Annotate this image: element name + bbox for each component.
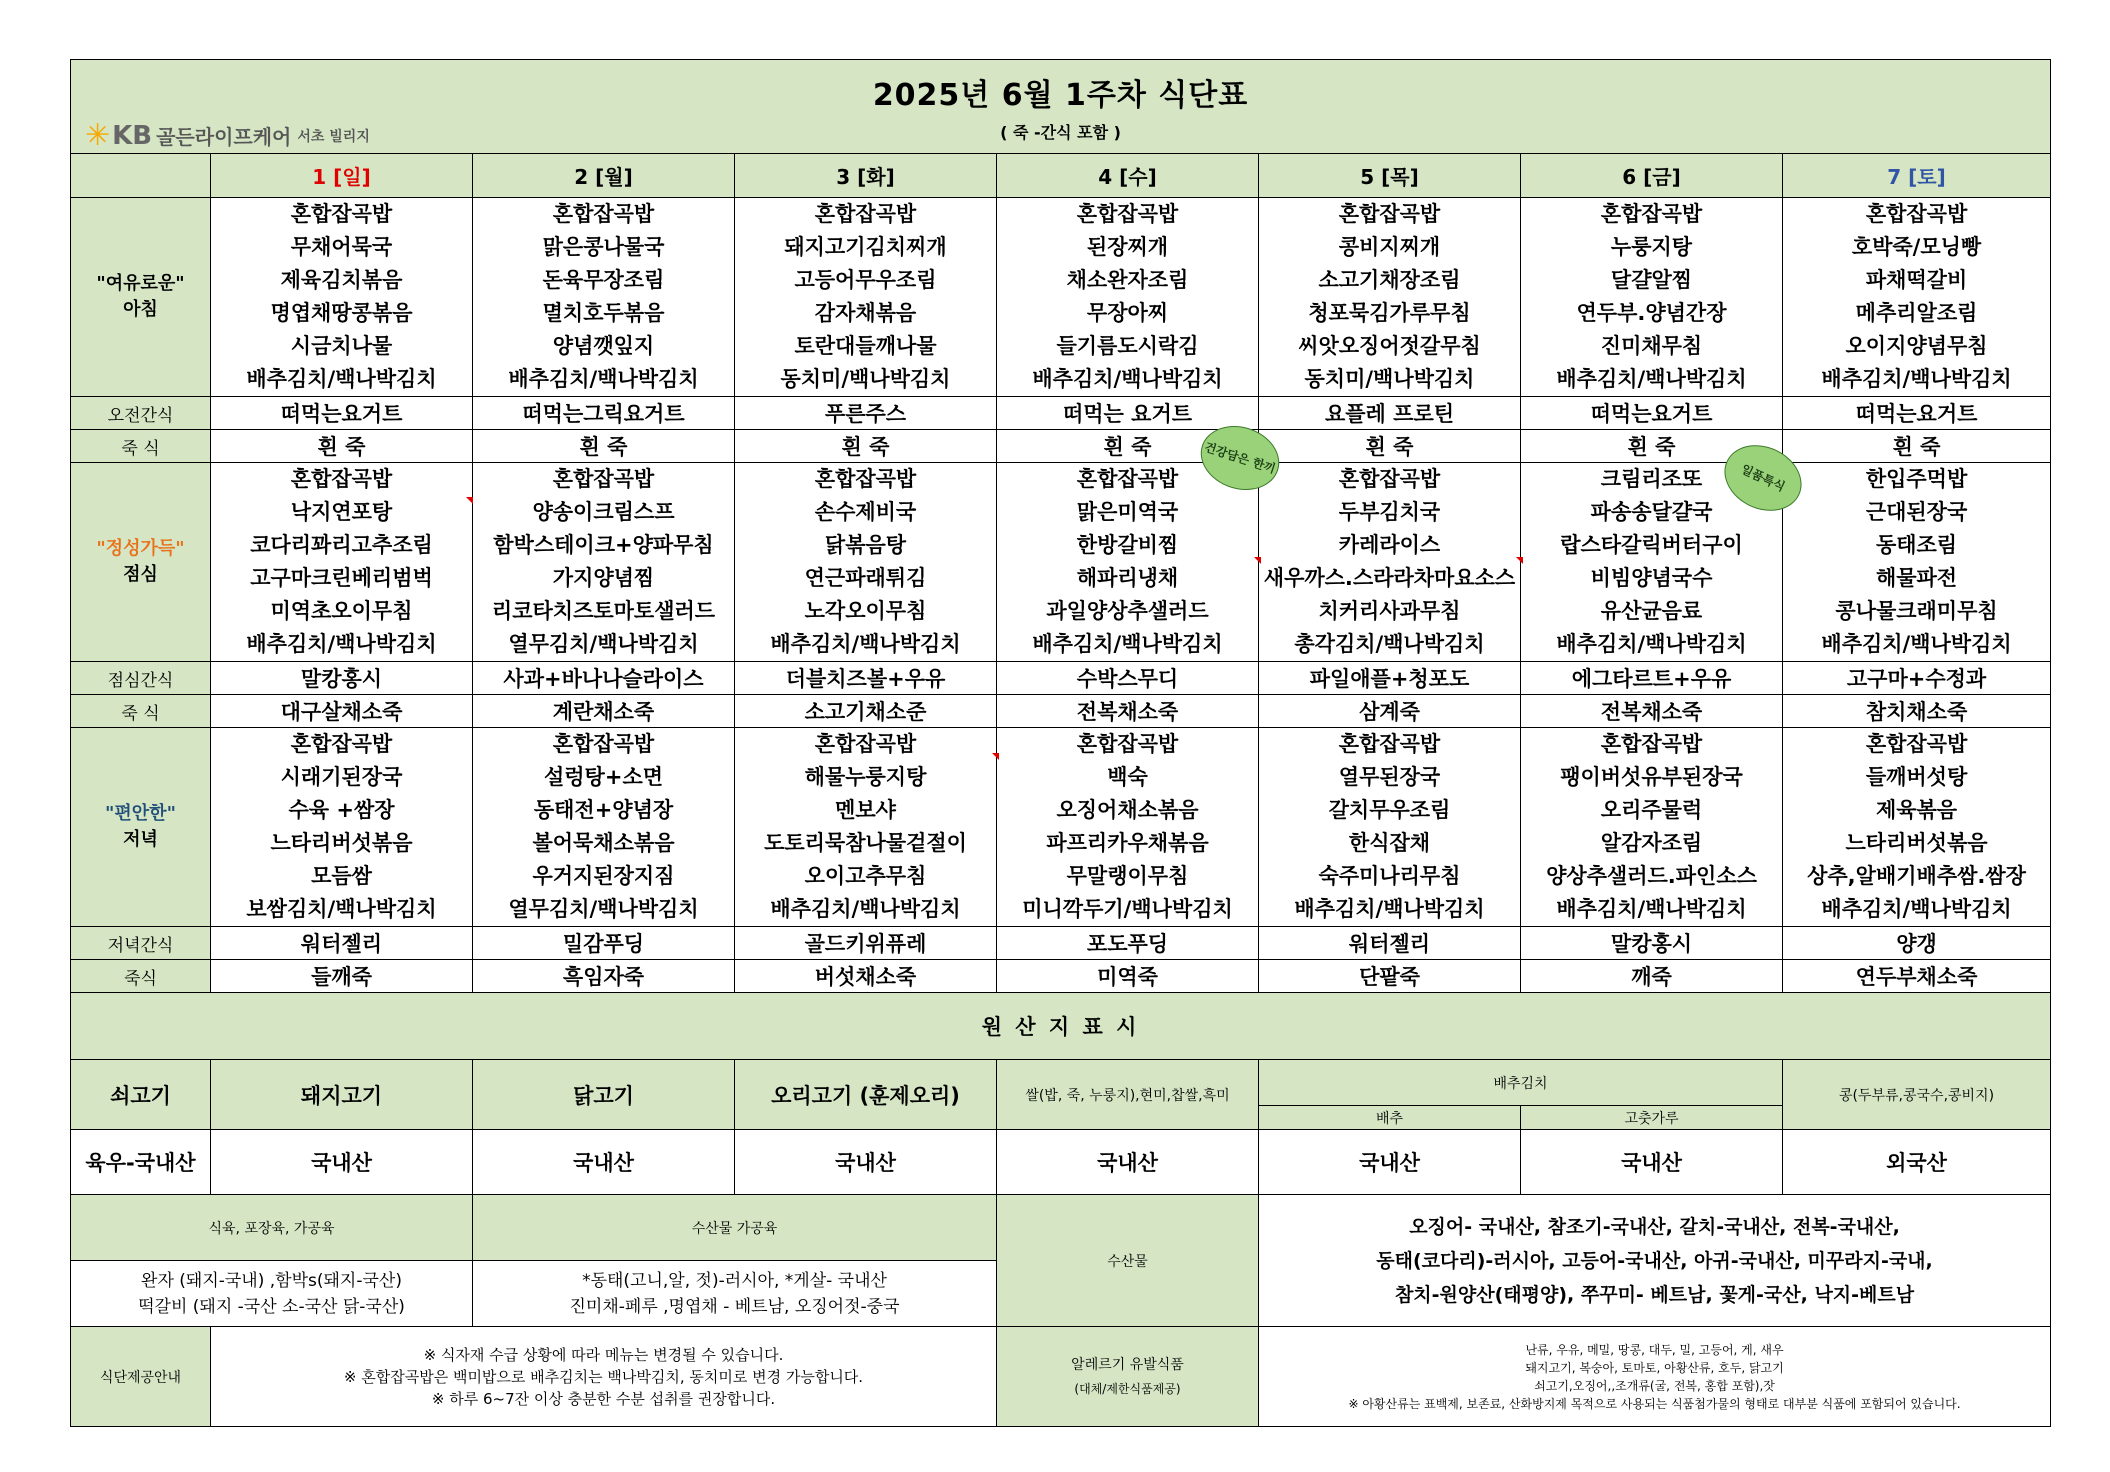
menu-item: 양송이크림스프 xyxy=(532,500,675,524)
comment-marker xyxy=(466,497,473,504)
snack-item: 고구마+수정과 xyxy=(1783,662,2051,695)
menu-item: 배추김치/백나박김치 xyxy=(770,632,961,656)
menu-item: 숙주미나리무침 xyxy=(1318,864,1461,888)
menu-item: 과일양상추샐러드 xyxy=(1046,599,1209,623)
porridge-item: 삼계죽 xyxy=(1259,695,1521,728)
origin-items-row xyxy=(71,1060,2051,1106)
menu-item: 리코타치즈토마토샐러드 xyxy=(491,599,716,623)
dinner-quote: "편안한" xyxy=(105,803,176,824)
menu-item: 닭볶음탕 xyxy=(824,533,907,557)
snack-item: 밀감푸딩 xyxy=(473,927,735,960)
menu-item: 혼합잡곡밥 xyxy=(814,732,917,756)
porridge-item: 들깨죽 xyxy=(211,960,473,993)
menu-item: 혼합잡곡밥 xyxy=(290,732,393,756)
snack-item: 말캉홍시 xyxy=(211,662,473,695)
allergy-sub: (대체/제한식품제공) xyxy=(1074,1381,1181,1396)
seafood-line: 참치-원양산(태평양), 쭈꾸미- 베트남, 꽃게-국산, 낙지-베트남 xyxy=(1394,1283,1915,1306)
menu-item: 양상추샐러드.파인소스 xyxy=(1546,864,1757,888)
dinner-menu xyxy=(211,728,473,927)
menu-item: 메추리알조림 xyxy=(1855,301,1978,325)
menu-item: 멘보샤 xyxy=(835,798,896,822)
menu-item: 팽이버섯유부된장국 xyxy=(1560,765,1743,789)
porridge-item: 흰 죽 xyxy=(997,430,1259,463)
origin-value: 국내산 xyxy=(735,1130,997,1195)
menu-item: 해물누룽지탕 xyxy=(804,765,927,789)
day-header: 3 [화] xyxy=(735,154,997,198)
lunch-quote: "정성가득" xyxy=(96,538,185,559)
porridge-item: 대구살채소죽 xyxy=(211,695,473,728)
title-cell xyxy=(71,60,2051,154)
menu-item: 혼합잡곡밥 xyxy=(814,202,917,226)
notice-line: ※ 혼합잡곡밥은 백미밥으로 배추김치는 백나박김치, 동치미로 변경 가능합니다. xyxy=(343,1367,864,1386)
menu-item: 혼합잡곡밥 xyxy=(1865,202,1968,226)
menu-item: 혼합잡곡밥 xyxy=(290,467,393,491)
notice-line: ※ 하루 6~7잔 이상 충분한 수분 섭취를 권장합니다. xyxy=(431,1389,776,1408)
menu-item: 채소완자조림 xyxy=(1066,268,1189,292)
dinner-menu xyxy=(1783,728,2051,927)
logo-name: 골든라이프케어 xyxy=(156,125,292,149)
menu-item: 호박죽/모닝빵 xyxy=(1851,235,1982,259)
origin-cabbage: 배추 xyxy=(1259,1106,1521,1130)
menu-item: 한방갈비찜 xyxy=(1076,533,1179,557)
menu-item: 양념깻잎지 xyxy=(552,334,655,358)
lunch-menu xyxy=(997,463,1259,662)
menu-item: 맑은콩나물국 xyxy=(542,235,665,259)
snack-item: 사과+바나나슬라이스 xyxy=(473,662,735,695)
menu-item: 혼합잡곡밥 xyxy=(1600,202,1703,226)
menu-item: 오리주물럭 xyxy=(1600,798,1703,822)
breakfast-menu xyxy=(735,198,997,397)
menu-item: 유산균음료 xyxy=(1600,599,1703,623)
menu-item: 혼합잡곡밥 xyxy=(1076,732,1179,756)
menu-item: 한입주먹밥 xyxy=(1865,467,1968,491)
menu-item: 갈치무우조림 xyxy=(1328,798,1451,822)
menu-item: 된장찌개 xyxy=(1086,235,1169,259)
menu-item: 두부김치국 xyxy=(1338,500,1441,524)
allergy-line: 돼지고기, 복숭아, 토마토, 아황산류, 호두, 닭고기 xyxy=(1525,1360,1784,1375)
origin-value: 국내산 xyxy=(997,1130,1259,1195)
seafood-origins xyxy=(1259,1195,2051,1327)
day-header: 6 [금] xyxy=(1521,154,1783,198)
menu-item: 랍스타갈릭버터구이 xyxy=(1560,533,1743,557)
porridge-item: 깨죽 xyxy=(1521,960,1783,993)
menu-item: 혼합잡곡밥 xyxy=(1865,732,1968,756)
menu-table xyxy=(70,59,2051,1427)
snack-item: 떠먹는요거트 xyxy=(211,397,473,430)
menu-item: 고구마크린베리범벅 xyxy=(250,566,433,590)
menu-item: 돈육무장조림 xyxy=(542,268,665,292)
day-header: 1 [일] xyxy=(211,154,473,198)
menu-item: 배추김치/백나박김치 xyxy=(1821,367,2012,391)
origin-kimchi: 배추김치 xyxy=(1259,1060,1783,1106)
origin-rice: 쌀(밥, 죽, 누룽지),현미,찹쌀,흑미 xyxy=(997,1060,1259,1130)
dinner-menu xyxy=(1259,728,1521,927)
snack-item: 떠먹는 요거트 xyxy=(997,397,1259,430)
menu-item: 진미채무침 xyxy=(1600,334,1703,358)
lunch-menu xyxy=(1783,463,2051,662)
corner-cell xyxy=(71,154,211,198)
menu-item: 오징어채소볶음 xyxy=(1056,798,1199,822)
menu-item: 혼합잡곡밥 xyxy=(1338,732,1441,756)
menu-item: 노각오이무침 xyxy=(804,599,927,623)
menu-item: 모듬쌈 xyxy=(311,864,372,888)
dinner-menu xyxy=(473,728,735,927)
dinner-snack-row xyxy=(71,927,2051,960)
menu-item: 연두부.양념간장 xyxy=(1576,301,1727,325)
processed-sea-line: 진미채-페루 ,명엽채 - 베트남, 오징어젓-중국 xyxy=(569,1296,900,1317)
seafood-label: 수산물 xyxy=(997,1195,1259,1327)
menu-item: 혼합잡곡밥 xyxy=(552,202,655,226)
menu-item: 카레라이스 xyxy=(1338,533,1441,557)
menu-item: 새우까스.스라라차마요소스 xyxy=(1263,566,1516,590)
day-header: 4 [수] xyxy=(997,154,1259,198)
menu-item: 배추김치/백나박김치 xyxy=(1556,897,1747,921)
porridge-item: 흑임자죽 xyxy=(473,960,735,993)
breakfast-menu xyxy=(997,198,1259,397)
lunch-menu xyxy=(1259,463,1521,662)
breakfast-menu xyxy=(1259,198,1521,397)
menu-item: 근대된장국 xyxy=(1865,500,1968,524)
menu-item: 무채어묵국 xyxy=(290,235,393,259)
breakfast-meal: 아침 xyxy=(123,299,158,320)
porridge-row xyxy=(71,695,2051,728)
origin-beef: 쇠고기 xyxy=(71,1060,211,1130)
origin-value: 국내산 xyxy=(211,1130,473,1195)
menu-item: 배추김치/백나박김치 xyxy=(770,897,961,921)
notice-row xyxy=(71,1327,2051,1427)
am-snack-row xyxy=(71,397,2051,430)
origin-value: 국내산 xyxy=(1521,1130,1783,1195)
snack-item: 골드키위퓨레 xyxy=(735,927,997,960)
porridge-item: 흰 죽 xyxy=(1259,430,1521,463)
menu-item: 연근파래튀김 xyxy=(804,566,927,590)
menu-item: 배추김치/백나박김치 xyxy=(1821,632,2012,656)
menu-item: 들깨버섯탕 xyxy=(1865,765,1968,789)
menu-item: 무말랭이무침 xyxy=(1066,864,1189,888)
menu-item: 혼합잡곡밥 xyxy=(1076,467,1179,491)
dinner-menu xyxy=(1521,728,1783,927)
processed-meat-label: 식육, 포장육, 가공육 xyxy=(71,1195,473,1261)
menu-item: 혼합잡곡밥 xyxy=(552,732,655,756)
menu-item: 수육 +쌈장 xyxy=(288,798,395,822)
menu-item: 시래기된장국 xyxy=(280,765,403,789)
origin-value: 국내산 xyxy=(473,1130,735,1195)
menu-item: 동태전+양념장 xyxy=(533,798,674,822)
origin-header: 원 산 지 표 시 xyxy=(71,993,2051,1060)
menu-item: 함박스테이크+양파무침 xyxy=(493,533,714,557)
lunch-menu xyxy=(735,463,997,662)
menu-item: 해파리냉채 xyxy=(1076,566,1179,590)
logo-branch: 서초 빌리지 xyxy=(297,128,370,145)
lunch-menu xyxy=(211,463,473,662)
menu-item: 콩나물크래미무침 xyxy=(1835,599,1998,623)
menu-item: 혼합잡곡밥 xyxy=(1076,202,1179,226)
menu-item: 보쌈김치/백나박김치 xyxy=(246,897,437,921)
page-subtitle: ( 죽 -간식 포함 ) xyxy=(1000,123,1121,142)
porridge-item: 참치채소죽 xyxy=(1783,695,2051,728)
day-header-row xyxy=(71,154,2051,198)
menu-item: 낙지연포탕 xyxy=(290,500,393,524)
menu-item: 느타리버섯볶음 xyxy=(270,831,413,855)
am-snack-label: 오전간식 xyxy=(71,397,211,430)
seafood-line: 동태(코다리)-러시아, 고등어-국내산, 아귀-국내산, 미꾸라지-국내, xyxy=(1376,1249,1933,1272)
menu-item: 열무김치/백나박김치 xyxy=(508,897,699,921)
snack-item: 말캉홍시 xyxy=(1521,927,1783,960)
menu-item: 혼합잡곡밥 xyxy=(290,202,393,226)
processed-sea-values xyxy=(473,1261,997,1327)
page-title: 2025년 6월 1주차 식단표 xyxy=(872,78,1249,113)
breakfast-menu xyxy=(473,198,735,397)
origin-value: 육우-국내산 xyxy=(71,1130,211,1195)
menu-item: 콩비지찌개 xyxy=(1338,235,1441,259)
menu-item: 치커리사과무침 xyxy=(1318,599,1461,623)
menu-item: 시금치나물 xyxy=(290,334,393,358)
menu-item: 볼어묵채소볶음 xyxy=(532,831,675,855)
origin-bean: 콩(두부류,콩국수,콩비지) xyxy=(1783,1060,2051,1130)
menu-item: 달걀알찜 xyxy=(1610,268,1693,292)
menu-item: 파채떡갈비 xyxy=(1865,268,1968,292)
menu-item: 총각김치/백나박김치 xyxy=(1294,632,1485,656)
menu-item: 배추김치/백나박김치 xyxy=(1556,632,1747,656)
origin-duck: 오리고기 (훈제오리) xyxy=(735,1060,997,1130)
allergy-line: ※ 아황산류는 표백제, 보존료, 산화방지제 목적으로 사용되는 식품첨가물의 형태로 대부분 식품에 포함되어 있습니다. xyxy=(1348,1396,1961,1411)
menu-item: 설렁탕+소면 xyxy=(543,765,664,789)
menu-item: 돼지고기김치찌개 xyxy=(784,235,947,259)
porridge-item: 버섯채소죽 xyxy=(735,960,997,993)
porridge-row xyxy=(71,960,2051,993)
porridge-item: 전복채소죽 xyxy=(1521,695,1783,728)
porridge-label: 죽 식 xyxy=(71,430,211,463)
dinner-meal: 저녁 xyxy=(123,829,158,850)
menu-item: 열무된장국 xyxy=(1338,765,1441,789)
processed-sea-line: *동태(고니,알, 젓)-러시아, *게살- 국내산 xyxy=(582,1270,887,1291)
origin-value: 외국산 xyxy=(1783,1130,2051,1195)
special-meal-badge: 일품특식 xyxy=(1714,433,1813,523)
menu-item: 배추김치/백나박김치 xyxy=(1032,367,1223,391)
porridge-item: 흰 죽 xyxy=(1521,430,1783,463)
logo xyxy=(85,118,370,153)
comment-marker xyxy=(1254,557,1261,564)
menu-item: 배추김치/백나박김치 xyxy=(246,367,437,391)
menu-item: 도토리묵참나물겉절이 xyxy=(764,831,967,855)
menu-item: 동치미/백나박김치 xyxy=(1304,367,1475,391)
menu-item: 미니깍두기/백나박김치 xyxy=(1022,897,1233,921)
processed-header-row xyxy=(71,1195,2051,1261)
menu-item: 누룽지탕 xyxy=(1610,235,1693,259)
porridge-item: 연두부채소죽 xyxy=(1783,960,2051,993)
menu-item: 손수제비국 xyxy=(814,500,917,524)
menu-item: 멸치호두볶음 xyxy=(542,301,665,325)
menu-item: 제육볶음 xyxy=(1875,798,1958,822)
lunch-menu xyxy=(473,463,735,662)
origin-values-row xyxy=(71,1130,2051,1195)
menu-sheet xyxy=(70,59,2050,1427)
porridge-item: 미역죽 xyxy=(997,960,1259,993)
porridge-item: 단팥죽 xyxy=(1259,960,1521,993)
menu-item: 씨앗오징어젓갈무침 xyxy=(1298,334,1481,358)
lunch-label xyxy=(71,463,211,662)
porridge-item: 흰 죽 xyxy=(473,430,735,463)
menu-item: 배추김치/백나박김치 xyxy=(1032,632,1223,656)
menu-item: 미역초오이무침 xyxy=(270,599,413,623)
menu-item: 비빔양념국수 xyxy=(1590,566,1713,590)
porridge-item: 흰 죽 xyxy=(211,430,473,463)
origin-chicken: 닭고기 xyxy=(473,1060,735,1130)
porridge-item: 소고기채소준 xyxy=(735,695,997,728)
lunch-meal: 점심 xyxy=(123,564,158,585)
day-header: 5 [목] xyxy=(1259,154,1521,198)
menu-item: 가지양념찜 xyxy=(552,566,655,590)
dinner-menu xyxy=(997,728,1259,927)
snack-item: 더블치즈볼+우유 xyxy=(735,662,997,695)
breakfast-menu xyxy=(211,198,473,397)
menu-item: 배추김치/백나박김치 xyxy=(1821,897,2012,921)
menu-item: 동치미/백나박김치 xyxy=(780,367,951,391)
menu-item: 소고기채장조림 xyxy=(1318,268,1461,292)
allergy-line: 쇠고기,오징어,,조개류(굴, 전복, 홍합 포함),잣 xyxy=(1534,1378,1775,1393)
menu-item: 맑은미역국 xyxy=(1076,500,1179,524)
origin-chili: 고춧가루 xyxy=(1521,1106,1783,1130)
menu-item: 배추김치/백나박김치 xyxy=(246,632,437,656)
dinner-label xyxy=(71,728,211,927)
menu-item: 배추김치/백나박김치 xyxy=(508,367,699,391)
healthy-meal-badge: 건강담은 한끼 xyxy=(1192,416,1287,500)
day-header: 7 [토] xyxy=(1783,154,2051,198)
menu-item: 혼합잡곡밥 xyxy=(814,467,917,491)
processed-sea-label: 수산물 가공육 xyxy=(473,1195,997,1261)
menu-item: 상추,알배기배추쌈.쌈장 xyxy=(1807,864,2026,888)
menu-item: 명엽채땅콩볶음 xyxy=(270,301,413,325)
menu-item: 파송송달걀국 xyxy=(1590,500,1713,524)
snack-item: 워터젤리 xyxy=(211,927,473,960)
snack-item: 요플레 프로틴 xyxy=(1259,397,1521,430)
menu-item: 동태조림 xyxy=(1875,533,1958,557)
menu-item: 해물파전 xyxy=(1875,566,1958,590)
menu-item: 혼합잡곡밥 xyxy=(1338,202,1441,226)
menu-item: 한식잡채 xyxy=(1348,831,1431,855)
menu-item: 파프리카우채볶음 xyxy=(1046,831,1209,855)
menu-item: 코다리꽈리고추조림 xyxy=(250,533,433,557)
porridge-item: 흰 죽 xyxy=(1783,430,2051,463)
snack-item: 포도푸딩 xyxy=(997,927,1259,960)
snack-item: 워터젤리 xyxy=(1259,927,1521,960)
breakfast-label xyxy=(71,198,211,397)
menu-item: 열무김치/백나박김치 xyxy=(508,632,699,656)
day-header: 2 [월] xyxy=(473,154,735,198)
porridge-item: 전복채소죽 xyxy=(997,695,1259,728)
allergy-list xyxy=(1259,1327,2051,1427)
breakfast-menu xyxy=(1783,198,2051,397)
allergy-line: 난류, 우유, 메밀, 땅콩, 대두, 밀, 고등어, 게, 새우 xyxy=(1525,1342,1784,1357)
menu-item: 오이고추무침 xyxy=(804,864,927,888)
notice-text xyxy=(211,1327,997,1427)
porridge-label: 죽식 xyxy=(71,960,211,993)
origin-pork: 돼지고기 xyxy=(211,1060,473,1130)
lunch-snack-row xyxy=(71,662,2051,695)
snack-item: 떠먹는그릭요거트 xyxy=(473,397,735,430)
menu-item: 우거지된장지짐 xyxy=(532,864,675,888)
menu-item: 느타리버섯볶음 xyxy=(1845,831,1988,855)
allergy-label-cell xyxy=(997,1327,1259,1427)
menu-item: 고등어무우조림 xyxy=(794,268,937,292)
menu-item: 감자채볶음 xyxy=(814,301,917,325)
porridge-item: 흰 죽 xyxy=(735,430,997,463)
snack-item: 양갱 xyxy=(1783,927,2051,960)
snack-item: 파일애플+청포도 xyxy=(1259,662,1521,695)
allergy-label: 알레르기 유발식품 xyxy=(1071,1356,1184,1373)
dinner-row xyxy=(71,728,2051,927)
lunch-snack-label: 점심간식 xyxy=(71,662,211,695)
menu-item: 알감자조림 xyxy=(1600,831,1703,855)
comment-marker xyxy=(1516,557,1523,564)
porridge-label: 죽 식 xyxy=(71,695,211,728)
menu-item: 혼합잡곡밥 xyxy=(1338,467,1441,491)
menu-item: 오이지양념무침 xyxy=(1845,334,1988,358)
menu-item: 배추김치/백나박김치 xyxy=(1556,367,1747,391)
processed-meat-values xyxy=(71,1261,473,1327)
breakfast-quote: "여유로운" xyxy=(96,273,185,294)
dinner-menu xyxy=(735,728,997,927)
logo-brand: KB xyxy=(112,120,153,151)
processed-meat-line: 떡갈비 (돼지 -국산 소-국산 닭-국산) xyxy=(138,1296,405,1317)
porridge-item: 계란채소죽 xyxy=(473,695,735,728)
processed-meat-line: 완자 (돼지-국내) ,함박s(돼지-국산) xyxy=(141,1270,402,1291)
menu-item: 토란대들깨나물 xyxy=(794,334,937,358)
comment-marker xyxy=(992,753,999,760)
menu-item: 무장아찌 xyxy=(1086,301,1169,325)
notice-label: 식단제공안내 xyxy=(71,1327,211,1427)
kb-star-icon: ✳ xyxy=(85,118,111,153)
snack-item: 떠먹는요거트 xyxy=(1783,397,2051,430)
menu-item: 혼합잡곡밥 xyxy=(1600,732,1703,756)
breakfast-row xyxy=(71,198,2051,397)
notice-line: ※ 식자재 수급 상황에 따라 메뉴는 변경될 수 있습니다. xyxy=(423,1345,784,1364)
menu-item: 제육김치볶음 xyxy=(280,268,403,292)
origin-header-row xyxy=(71,993,2051,1060)
snack-item: 에그타르트+우유 xyxy=(1521,662,1783,695)
snack-item: 떠먹는요거트 xyxy=(1521,397,1783,430)
seafood-line: 오징어- 국내산, 참조기-국내산, 갈치-국내산, 전복-국내산, xyxy=(1409,1215,1900,1238)
menu-item: 혼합잡곡밥 xyxy=(552,467,655,491)
menu-item: 청포묵김가루무침 xyxy=(1308,301,1471,325)
breakfast-menu xyxy=(1521,198,1783,397)
menu-item: 백숙 xyxy=(1107,765,1148,789)
origin-value: 국내산 xyxy=(1259,1130,1521,1195)
dinner-snack-label: 저녁간식 xyxy=(71,927,211,960)
snack-item: 수박스무디 xyxy=(997,662,1259,695)
menu-item: 배추김치/백나박김치 xyxy=(1294,897,1485,921)
menu-item: 들기름도시락김 xyxy=(1056,334,1199,358)
snack-item: 푸른주스 xyxy=(735,397,997,430)
menu-item: 크림리조또 xyxy=(1600,467,1703,491)
